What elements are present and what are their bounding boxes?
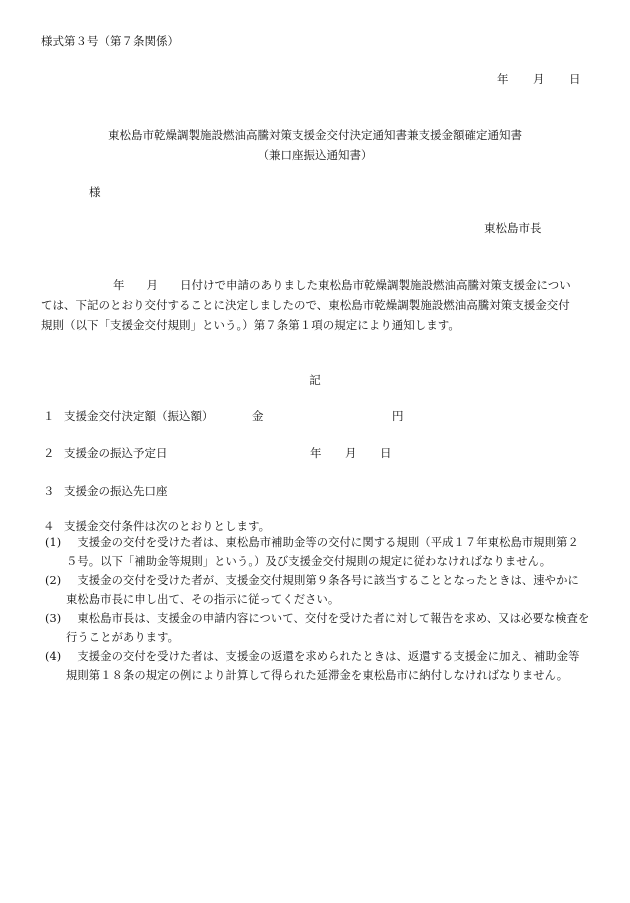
item2-number: ２ bbox=[43, 446, 55, 460]
item2-year: 年 bbox=[310, 446, 322, 460]
ki-heading: 記 bbox=[309, 373, 321, 387]
body-date-year: 年 bbox=[113, 278, 125, 292]
condition-number: (4) bbox=[45, 650, 62, 663]
item4-number: ４ bbox=[43, 519, 55, 533]
addressee-suffix: 様 bbox=[89, 185, 101, 199]
condition-number: (1) bbox=[45, 536, 62, 549]
item2-month: 月 bbox=[345, 446, 357, 460]
item1-unit: 円 bbox=[392, 409, 404, 423]
date-year: 年 bbox=[497, 72, 509, 86]
item2-label: 支援金の振込予定日 bbox=[64, 446, 168, 460]
condition-item bbox=[45, 571, 590, 609]
condition-text: 支援金の交付を受けた者が、支援金交付規則第９条各号に該当することとなったときは、速やかに東松島市長に申し出て、その指示に従ってください。 bbox=[66, 574, 579, 606]
body-line-1-text: 日付けで申請のありました東松島市乾燥調製施設燃油高騰対策支援金につい bbox=[180, 278, 571, 292]
condition-item bbox=[45, 609, 590, 647]
item1-number: １ bbox=[43, 409, 55, 423]
date-day: 日 bbox=[569, 72, 581, 86]
condition-text: 支援金の交付を受けた者は、支援金の返還を求められたときは、返還する支援金に加え、補助金等規則第１８条の規定の例により計算して得られた延滞金を東松島市に納付しなければなりません。 bbox=[66, 650, 580, 682]
item3-label: 支援金の振込先口座 bbox=[64, 484, 168, 498]
body-line-1 bbox=[41, 278, 601, 292]
item2-day: 日 bbox=[380, 446, 392, 460]
condition-text: 東松島市長は、支援金の申請内容について、交付を受けた者に対して報告を求め、又は必要な検査を行うことがあります。 bbox=[66, 612, 590, 644]
condition-text: 支援金の交付を受けた者は、東松島市補助金等の交付に関する規則（平成１７年東松島市規則第２５号。以下「補助金等規則」という。）及び支援金交付規則の規定に従わなければなりません。 bbox=[66, 536, 579, 568]
condition-number: (2) bbox=[45, 574, 62, 587]
item3-number: ３ bbox=[43, 484, 55, 498]
document-subtitle: （兼口座振込通知書） bbox=[257, 148, 373, 162]
body-line-3: 規則（以下「支援金交付規則」という。）第７条第１項の規定により通知します。 bbox=[41, 318, 460, 332]
body-line-2: ては、下記のとおり交付することに決定しましたので、東松島市乾燥調製施設燃油高騰対策支援金交付 bbox=[41, 298, 570, 312]
item1-label: 支援金交付決定額（振込額） bbox=[64, 409, 214, 423]
issuer-name: 東松島市長 bbox=[484, 221, 542, 235]
body-date-month: 月 bbox=[146, 278, 158, 292]
document-title: 東松島市乾燥調製施設燃油高騰対策支援金交付決定通知書兼支援金額確定通知書 bbox=[108, 128, 522, 142]
form-label: 様式第３号（第７条関係） bbox=[41, 34, 179, 48]
conditions-list bbox=[45, 533, 590, 685]
item4-label: 支援金交付条件は次のとおりとします。 bbox=[64, 519, 271, 533]
condition-item bbox=[45, 533, 590, 571]
condition-item bbox=[45, 647, 590, 685]
item1-prefix: 金 bbox=[252, 409, 264, 423]
condition-number: (3) bbox=[45, 612, 62, 625]
date-month: 月 bbox=[533, 72, 545, 86]
